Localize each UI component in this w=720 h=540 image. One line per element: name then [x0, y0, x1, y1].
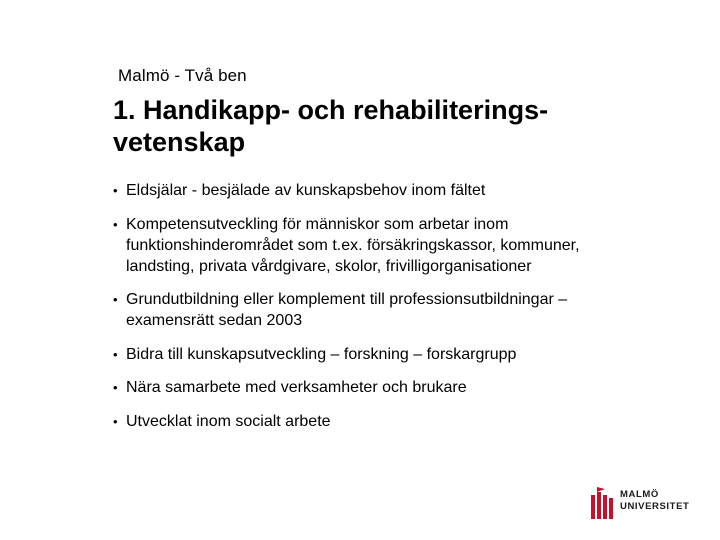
logo-line-2: UNIVERSITET	[620, 501, 690, 512]
bullet-item: • Bidra till kunskapsutveckling – forskning – forskargrupp	[112, 344, 652, 365]
bullet-item: • Utvecklat inom socialt arbete	[112, 411, 652, 432]
bullet-item: • Grundutbildning eller komplement till professionsutbildningar – examensrätt sedan 2003	[112, 289, 652, 331]
logo-wordmark	[620, 489, 689, 513]
slide-kicker: Malmö - Två ben	[118, 66, 247, 85]
bullet-list	[112, 180, 652, 444]
bullet-item: • Nära samarbete med verksamheter och brukare	[112, 377, 652, 398]
logo-line-1: MALMÖ	[620, 489, 659, 500]
malmo-university-logo-icon	[590, 486, 616, 520]
bullet-item: • Eldsjälar - besjälade av kunskapsbehov inom fältet	[112, 180, 652, 201]
bullet-item: • Kompetensutveckling för människor som arbetar inom funktionshinderområdet som t.ex. försäkringskassor, kommuner, landsting, privata vårdgivare, skolor, frivilligorganisationer	[112, 214, 652, 277]
university-logo	[590, 484, 700, 524]
slide-title: 1. Handikapp- och rehabiliterings-vetenskap	[113, 95, 549, 157]
